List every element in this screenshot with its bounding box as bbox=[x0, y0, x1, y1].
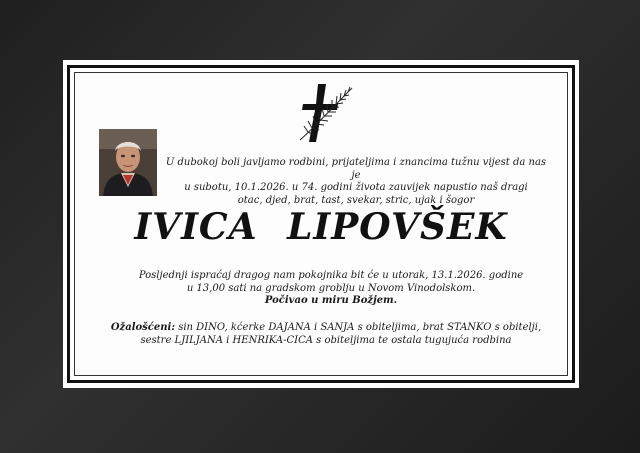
intro-line: U dubokoj boli javljamo rodbini, prijateljima i znancima tužnu vijest da nas je bbox=[165, 157, 547, 181]
announcement-text bbox=[163, 157, 549, 207]
last-name: LIPOVŠEK bbox=[287, 206, 508, 248]
cross-with-palm-icon bbox=[294, 82, 356, 146]
deceased-name bbox=[63, 206, 579, 248]
deceased-portrait-photo bbox=[99, 129, 157, 196]
mourners-line: sestre LJILJANA i HENRIKA-CICA s obiteljima te ostala tugujuća rodbina bbox=[140, 334, 512, 346]
mourners-text: sin DINO, kćerke DAJANA i SANJA s obiteljima, brat STANKO s obitelji, bbox=[178, 322, 542, 333]
funeral-line: Posljednji ispraćaj dragog nam pokojnika bit će u utorak, 13.1.2026. godine bbox=[138, 270, 524, 281]
obituary-sheet bbox=[63, 60, 579, 388]
mourners-line bbox=[103, 322, 549, 335]
funeral-details bbox=[123, 270, 539, 308]
intro-line: otac, djed, brat, tast, svekar, stric, ujak i šogor bbox=[237, 194, 475, 206]
funeral-line: u 13,00 sati na gradskom groblju u Novom Vinodolskom. bbox=[186, 282, 476, 294]
rest-in-peace: Počivao u miru Božjem. bbox=[264, 295, 398, 306]
first-name: IVICA bbox=[134, 206, 258, 248]
mourners-list bbox=[103, 322, 549, 347]
mourners-label: Ožalošćeni: bbox=[110, 322, 176, 333]
intro-line: u subotu, 10.1.2026. u 74. godini života zauvijek napustio naš dragi bbox=[184, 182, 528, 193]
